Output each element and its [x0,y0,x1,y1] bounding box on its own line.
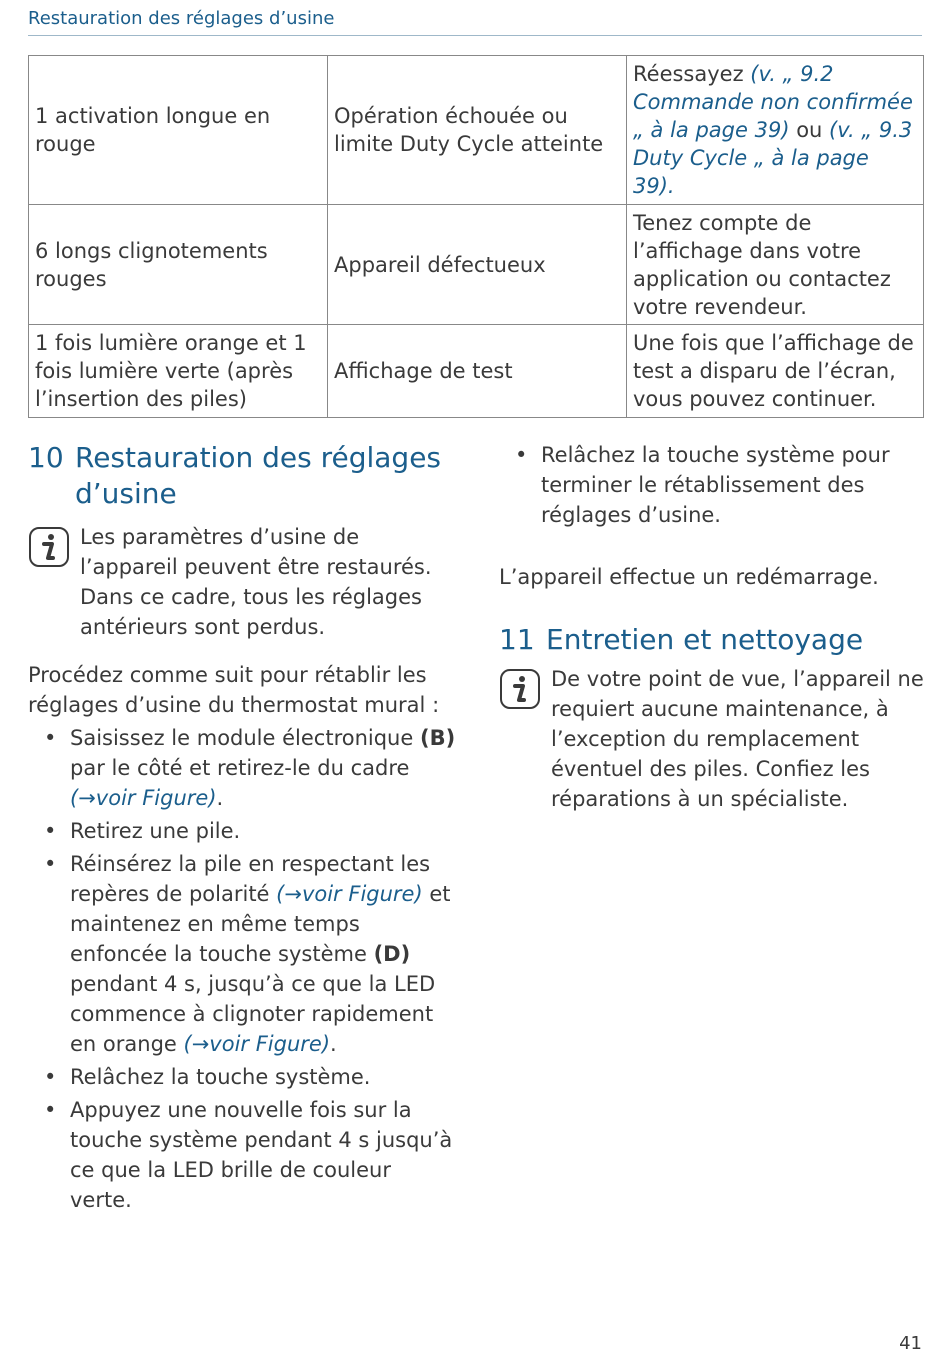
cross-reference-link[interactable]: (v. „ 9.2 Commande non confirmée „ à la page 39) [633,62,913,142]
list-item: • Retirez une pile. [28,816,458,846]
info-icon [499,664,551,814]
section-heading [499,622,924,658]
page-number: 41 [899,1333,922,1354]
left-column [28,440,458,1218]
info-note [499,664,924,814]
section-number: 10 [28,441,64,474]
key-label: (D) [373,942,411,966]
figure-reference-link[interactable]: (→voir Figure) [183,1032,331,1056]
table-row [29,56,924,205]
steps-list-continued [499,440,924,530]
section-title: Restauration des réglages d’usine [75,441,442,510]
table-row [29,205,924,325]
key-label: (B) [419,726,456,750]
table-cell-solution [627,56,924,205]
section-title: Entretien et nettoyage [546,623,864,656]
figure-reference-link[interactable]: (→voir Figure) [276,882,423,906]
list-item [28,849,458,1059]
list-item: • Relâchez la touche système. [28,1062,458,1092]
right-column [499,440,924,814]
table-cell-solution: Tenez compte de l’affichage dans votre application ou contactez votre revendeur. [627,205,924,325]
step-text: . [330,1032,337,1056]
led-status-table [28,55,924,418]
step-text: . [216,786,224,810]
solution-text: . [667,174,675,198]
intro-paragraph: Procédez comme suit pour rétablir les réglages d’usine du thermostat mural : [28,663,440,717]
table-cell-meaning: Appareil défectueux [328,205,627,325]
table-cell-signal: 6 longs clignotements rouges [29,205,328,325]
table-cell-meaning: Opération échouée ou limite Duty Cycle atteinte [328,56,627,205]
step-text: Saisissez le module électronique [70,726,420,750]
running-header: Restauration des réglages d’usine [28,8,922,36]
note-text: De votre point de vue, l’appareil ne requiert aucune maintenance, à l’exception du remplacement éventuel des piles. Confiez les réparations à un spécialiste. [551,667,924,811]
solution-text: ou [789,118,830,142]
figure-reference-link[interactable]: (→voir Figure) [70,786,217,810]
step-text: par le côté et retirez-le du cadre [70,756,410,780]
list-item: • Appuyez une nouvelle fois sur la touche système pendant 4 s jusqu’à ce que la LED brille de couleur verte. [28,1095,458,1215]
list-item [28,723,458,813]
section-heading [28,440,458,512]
table-cell-signal: 1 activation longue en rouge [29,56,328,205]
table-cell-meaning: Affichage de test [328,325,627,418]
info-note [28,522,458,642]
step-text: et maintenez en même temps enfoncée la touche système [70,882,451,966]
result-paragraph: L’appareil effectue un redémarrage. [499,565,879,589]
table-cell-signal: 1 fois lumière orange et 1 fois lumière verte (après l’insertion des piles) [29,325,328,418]
note-text: Les paramètres d’usine de l’appareil peuvent être restaurés. Dans ce cadre, tous les réglages antérieurs sont perdus. [80,525,432,639]
section-number: 11 [499,623,535,656]
steps-list [28,723,458,1215]
table-row [29,325,924,418]
list-item: • Relâchez la touche système pour terminer le rétablissement des réglages d’usine. [499,440,924,530]
step-text: pendant 4 s, jusqu’à ce que la LED commence à clignoter rapidement en orange [70,972,436,1056]
solution-text: Réessayez [633,62,751,86]
info-icon [28,522,80,642]
step-text: Réinsérez la pile en respectant les repères de polarité [70,852,431,906]
table-cell-solution: Une fois que l’affichage de test a disparu de l’écran, vous pouvez continuer. [627,325,924,418]
cross-reference-link[interactable]: (v. „ 9.3 Duty Cycle „ à la page 39) [633,118,913,198]
